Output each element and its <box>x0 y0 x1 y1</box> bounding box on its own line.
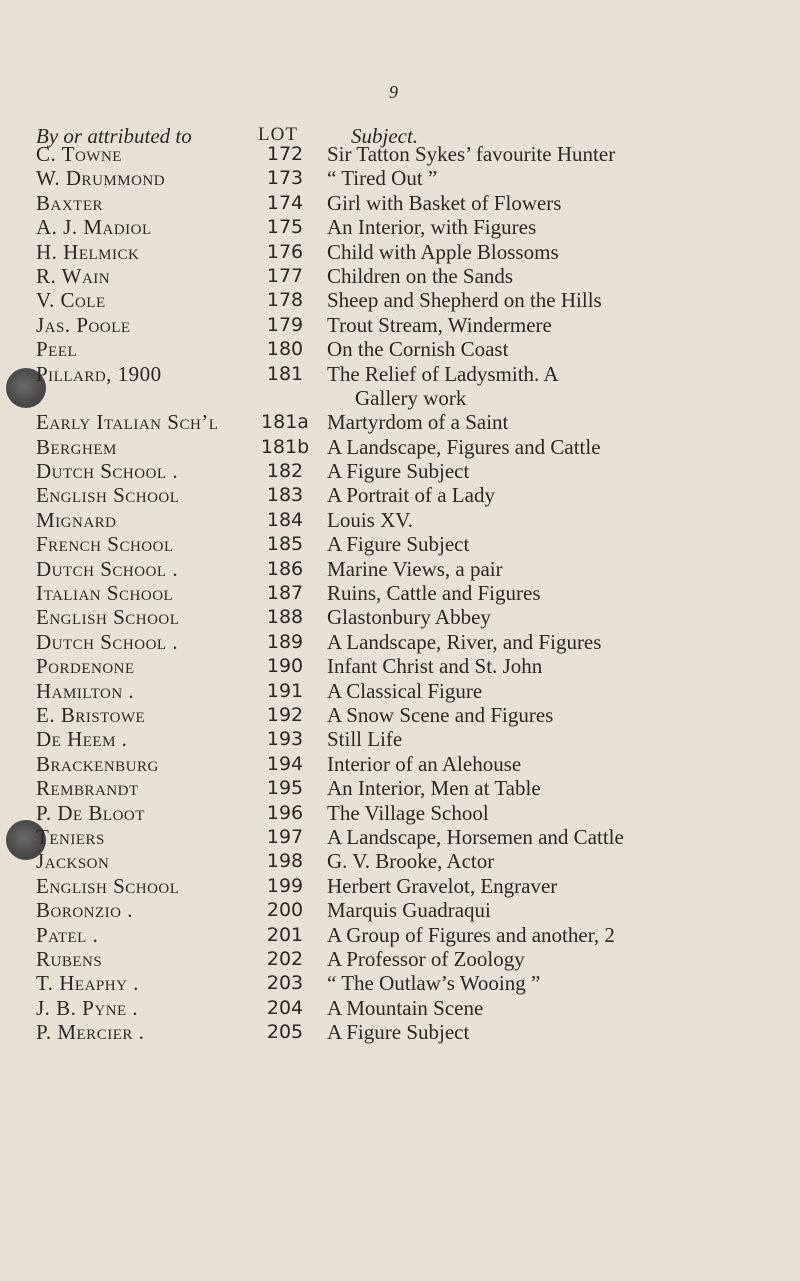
artist-name: English School <box>36 605 180 630</box>
subject-line: The Village School <box>327 800 489 825</box>
lot-number: 172 <box>266 143 304 165</box>
subject-text <box>327 874 782 898</box>
artist-name: Dutch School . <box>36 629 179 654</box>
subject-line: A Group of Figures and another, 2 <box>327 922 615 947</box>
header-subject: Subject. <box>351 124 419 148</box>
catalogue-row <box>0 923 800 947</box>
lot-number: 185 <box>266 533 304 556</box>
lot-number: 196 <box>266 801 304 824</box>
subject-line: Sir Tatton Sykes’ favourite Hunter <box>327 142 616 166</box>
catalogue-list <box>0 142 800 1044</box>
subject-line: Marine Views, a pair <box>327 556 503 581</box>
artist-name: R. Wain <box>36 263 111 288</box>
lot-number: 178 <box>266 289 304 312</box>
subject-text <box>327 825 782 849</box>
subject-line: Martyrdom of a Saint <box>327 410 509 435</box>
artist-name: Pordenone <box>36 654 135 679</box>
page-number: 9 <box>389 82 398 102</box>
lot-number: 184 <box>266 508 304 531</box>
artist-name: T. Heaphy . <box>36 971 139 996</box>
artist-name: Berghem <box>36 434 117 459</box>
subject-continuation: Gallery work <box>355 385 467 410</box>
subject-text <box>327 703 782 727</box>
subject-line: A Landscape, Figures and Cattle <box>327 434 601 459</box>
subject-text <box>327 581 782 605</box>
catalogue-row <box>0 874 800 898</box>
subject-line: A Portrait of a Lady <box>327 483 495 508</box>
artist-name: Rembrandt <box>36 776 139 801</box>
lot-number: 183 <box>266 484 304 507</box>
lot-number: 205 <box>266 1021 304 1044</box>
catalogue-row <box>0 362 800 411</box>
subject-line: “ Tired Out ” <box>327 166 438 191</box>
subject-line: An Interior, with Figures <box>327 215 537 240</box>
subject-line: Glastonbury Abbey <box>327 605 491 630</box>
artist-name: Early Italian Sch’l <box>36 410 219 435</box>
subject-line: An Interior, Men at Table <box>327 776 541 801</box>
catalogue-row <box>0 435 800 459</box>
catalogue-row <box>0 337 800 361</box>
artist-name: Italian School <box>36 581 174 606</box>
artist-name: Boronzio . <box>36 898 133 923</box>
artist-name: Hamilton . <box>36 678 135 703</box>
subject-text <box>327 630 782 654</box>
subject-text <box>327 605 782 629</box>
subject-text <box>327 483 782 507</box>
subject-text <box>327 288 782 312</box>
lot-number: 193 <box>266 728 304 751</box>
subject-line: “ The Outlaw’s Wooing ” <box>327 971 541 996</box>
artist-name: W. Drummond <box>36 166 166 191</box>
lot-number: 173 <box>266 167 304 190</box>
artist-name: Teniers <box>36 824 105 849</box>
catalogue-row <box>0 630 800 654</box>
subject-line: A Figure Subject <box>327 1020 470 1045</box>
subject-text <box>327 264 782 288</box>
subject-line: Herbert Gravelot, Engraver <box>327 873 558 898</box>
catalogue-row <box>0 971 800 995</box>
subject-line: A Professor of Zoology <box>327 946 525 971</box>
catalogue-row <box>0 532 800 556</box>
lot-number: 186 <box>266 557 304 580</box>
catalogue-row <box>0 605 800 629</box>
artist-name: Jackson <box>36 849 110 874</box>
subject-text <box>327 337 782 361</box>
subject-text <box>327 752 782 776</box>
subject-text <box>327 166 782 190</box>
lot-number: 194 <box>266 752 304 775</box>
subject-line: The Relief of Ladysmith. A <box>327 361 559 386</box>
catalogue-row <box>0 215 800 239</box>
catalogue-row <box>0 727 800 751</box>
subject-line: Girl with Basket of Flowers <box>327 190 562 215</box>
subject-line: A Figure Subject <box>327 459 470 484</box>
subject-text <box>327 727 782 751</box>
artist-name: Patel . <box>36 922 99 947</box>
catalogue-row <box>0 703 800 727</box>
subject-text <box>327 410 782 434</box>
lot-number: 199 <box>266 874 304 897</box>
artist-name: Jas. Poole <box>36 312 131 337</box>
subject-text <box>327 557 782 581</box>
subject-text <box>327 459 782 483</box>
subject-line: A Classical Figure <box>327 678 483 703</box>
catalogue-row <box>0 776 800 800</box>
subject-text <box>327 654 782 678</box>
subject-text <box>327 191 782 215</box>
lot-number: 175 <box>266 216 304 239</box>
subject-line: Marquis Guadraqui <box>327 898 491 923</box>
catalogue-row <box>0 557 800 581</box>
lot-number: 190 <box>266 655 304 678</box>
lot-number: 189 <box>266 630 304 653</box>
lot-number: 187 <box>266 582 304 605</box>
catalogue-row <box>0 801 800 825</box>
subject-text <box>327 532 782 556</box>
artist-name: P. Mercier . <box>36 1020 145 1045</box>
catalogue-row <box>0 459 800 483</box>
subject-text <box>327 898 782 922</box>
catalogue-row <box>0 654 800 678</box>
artist-name: Rubens <box>36 946 103 971</box>
subject-line: A Landscape, River, and Figures <box>327 629 602 654</box>
lot-number: 202 <box>266 947 304 970</box>
catalogue-row <box>0 483 800 507</box>
catalogue-row <box>0 947 800 971</box>
catalogue-row <box>0 191 800 215</box>
artist-name: Pillard, 1900 <box>36 361 162 386</box>
lot-number: 188 <box>266 606 304 629</box>
artist-name: C. Towne <box>36 142 122 166</box>
subject-text <box>327 947 782 971</box>
header-lot: LOT <box>258 124 298 145</box>
subject-line: Sheep and Shepherd on the Hills <box>327 288 602 313</box>
lot-number: 191 <box>266 679 304 702</box>
lot-number: 200 <box>266 899 304 922</box>
catalogue-row <box>0 166 800 190</box>
catalogue-row <box>0 1020 800 1044</box>
subject-text <box>327 240 782 264</box>
artist-name: Brackenburg <box>36 751 159 776</box>
catalogue-row <box>0 142 800 166</box>
lot-number: 203 <box>266 972 304 995</box>
artist-name: Peel <box>36 337 78 362</box>
subject-line: A Figure Subject <box>327 532 470 557</box>
header-by-or-attributed-to: By or attributed to <box>36 124 192 148</box>
catalogue-row <box>0 679 800 703</box>
lot-number: 198 <box>266 850 304 873</box>
subject-line: Infant Christ and St. John <box>327 654 543 679</box>
catalogue-row <box>0 410 800 434</box>
subject-line: Children on the Sands <box>327 263 514 288</box>
subject-line: A Landscape, Horsemen and Cattle <box>327 824 624 849</box>
artist-name: English School <box>36 873 180 898</box>
artist-name: A. J. Madiol <box>36 215 152 240</box>
subject-text <box>327 435 782 459</box>
catalogue-row <box>0 752 800 776</box>
artist-name: V. Cole <box>36 288 106 313</box>
catalogue-row <box>0 264 800 288</box>
artist-name: Dutch School . <box>36 556 179 581</box>
artist-name: H. Helmick <box>36 239 140 264</box>
lot-number: 192 <box>266 704 304 726</box>
artist-name: Dutch School . <box>36 459 179 484</box>
subject-text <box>327 142 782 166</box>
lot-number: 180 <box>266 338 304 361</box>
artist-name: P. De Bloot <box>36 800 145 825</box>
lot-number: 181b <box>260 435 310 458</box>
artist-name: De Heem . <box>36 727 128 752</box>
subject-text <box>327 849 782 873</box>
subject-line: Still Life <box>327 727 403 752</box>
catalogue-row <box>0 288 800 312</box>
artist-name: English School <box>36 483 180 508</box>
artist-name: Mignard <box>36 507 117 532</box>
lot-number: 179 <box>266 313 304 336</box>
catalogue-row <box>0 849 800 873</box>
subject-text <box>327 971 782 995</box>
artist-name: Baxter <box>36 190 104 215</box>
subject-line: A Mountain Scene <box>327 995 484 1020</box>
lot-number: 204 <box>266 996 304 1019</box>
subject-text <box>327 313 782 337</box>
lot-number: 195 <box>266 777 304 800</box>
catalogue-row <box>0 313 800 337</box>
catalogue-row <box>0 240 800 264</box>
subject-text <box>327 362 782 410</box>
catalogue-row <box>0 508 800 532</box>
catalogue-row <box>0 898 800 922</box>
artist-name: J. B. Pyne . <box>36 995 139 1020</box>
subject-line: G. V. Brooke, Actor <box>327 849 495 874</box>
subject-text <box>327 679 782 703</box>
subject-text <box>327 801 782 825</box>
catalogue-row <box>0 825 800 849</box>
artist-name: French School <box>36 532 174 557</box>
subject-line: On the Cornish Coast <box>327 337 509 362</box>
lot-number: 176 <box>266 240 304 263</box>
lot-number: 181a <box>261 411 309 434</box>
subject-text <box>327 923 782 947</box>
subject-line: A Snow Scene and Figures <box>327 703 554 727</box>
subject-text <box>327 776 782 800</box>
lot-number: 182 <box>266 460 304 483</box>
subject-text <box>327 1020 782 1044</box>
lot-number: 174 <box>266 191 304 214</box>
lot-number: 177 <box>266 264 304 287</box>
lot-number: 197 <box>266 825 304 848</box>
subject-text <box>327 508 782 532</box>
subject-line: Interior of an Alehouse <box>327 751 522 776</box>
lot-number: 181 <box>266 362 304 385</box>
subject-text <box>327 215 782 239</box>
subject-line: Child with Apple Blossoms <box>327 239 559 264</box>
lot-number: 201 <box>266 923 304 946</box>
catalogue-row <box>0 996 800 1020</box>
subject-line: Trout Stream, Windermere <box>327 312 552 337</box>
catalogue-row <box>0 581 800 605</box>
subject-text <box>327 996 782 1020</box>
subject-line: Ruins, Cattle and Figures <box>327 581 541 606</box>
subject-line: Louis XV. <box>327 507 413 532</box>
artist-name: E. Bristowe <box>36 703 146 727</box>
